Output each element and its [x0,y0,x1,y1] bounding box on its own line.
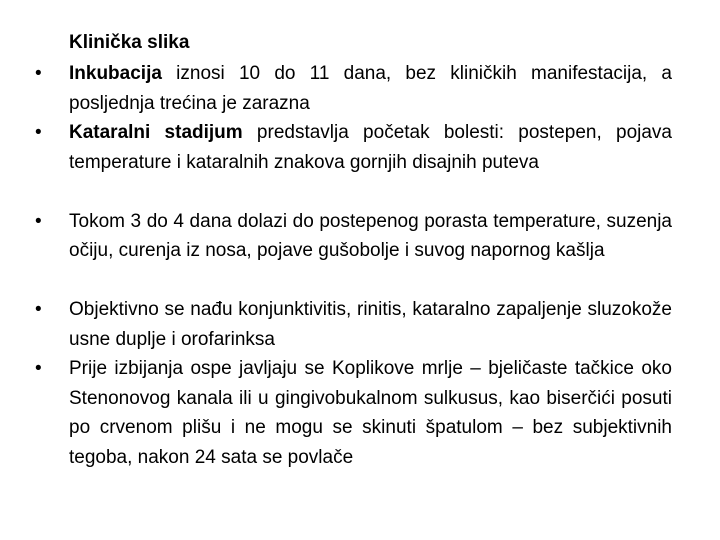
bullet-item-catarrhal-stage [35,118,672,207]
bullet-text: iznosi 10 do 11 dana, bez kliničkih manifestacija, a posljednja trećina je zarazna [69,63,672,114]
bullet-text: predstavlja početak bolesti: postepen, pojava temperature i kataralnih znakova gornjih disajnih puteva [69,122,672,173]
bullet-item-koplik-spots [35,354,672,472]
bullet-text: Tokom 3 do 4 dana dolazi do postepenog porasta temperature, suzenja očiju, curenja iz nosa, pojave gušobolje i suvog napornog kašlja [69,210,672,261]
bullet-list [35,59,672,472]
bullet-icon: • [35,122,42,143]
bullet-item-incubation [35,59,672,118]
bullet-icon: • [35,358,42,379]
bullet-text: Objektivno se nađu konjunktivitis, rinitis, kataralno zapaljenje sluzokože usne duplje i orofarinksa [69,299,672,350]
bullet-icon: • [35,210,42,232]
bullet-bold-term: Kataralni stadijum [69,122,243,143]
bullet-icon: • [35,63,42,84]
bullet-item-objective-findings [35,295,672,354]
bullet-item-fever-course [35,207,672,296]
slide-title: Klinička slika [69,32,190,53]
bullet-icon: • [35,299,42,320]
bullet-bold-term: Inkubacija [69,63,162,84]
bullet-text: Prije izbijanja ospe javljaju se Koplikove mrlje – bjeličaste tačkice oko Stenonovog kanala ili u gingivobukalnom sulkusus, kao biserčići posuti po crvenom plišu i ne mogu se skinuti špatulom – bez subjektivnih tegoba, nakon 24 sata se povlače [69,358,672,468]
